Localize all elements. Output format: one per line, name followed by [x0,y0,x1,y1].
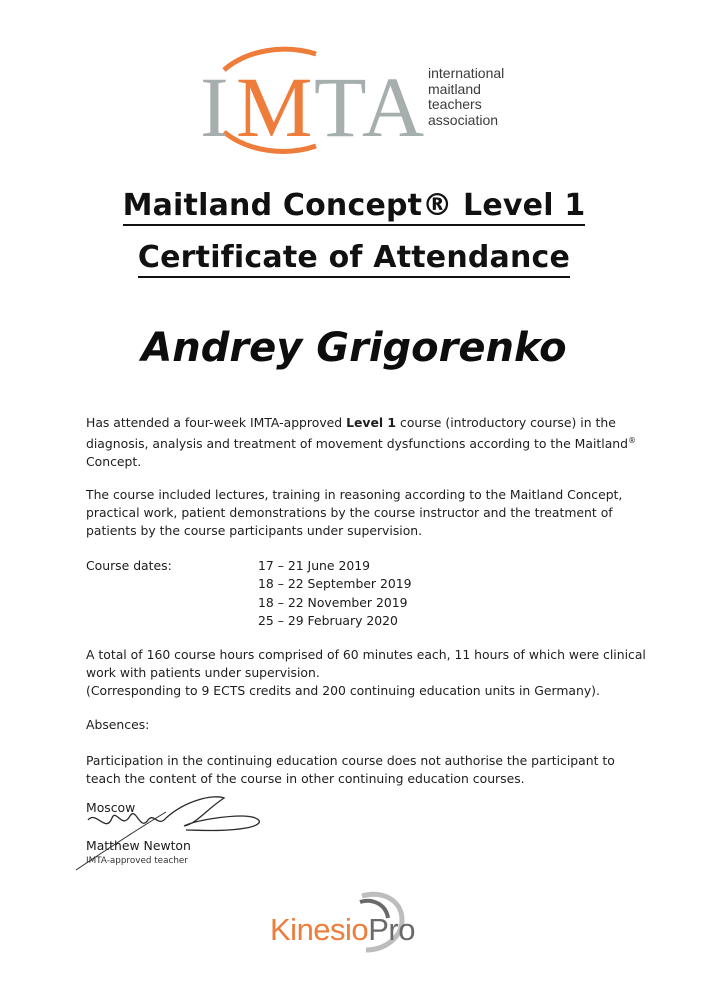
kinesiopro-logo [262,888,462,958]
svg-text:I: I [200,59,225,155]
course-dates-label: Course dates: [86,558,172,573]
level-bold-text: Level 1 [346,415,397,430]
absences-label: Absences: [86,717,150,732]
imta-logo-text [428,66,504,128]
imta-logo-mark [196,40,426,160]
attendance-paragraph: Has attended a four-week IMTA-approved Level 1 course (introductory course) in the diagnosis, analysis and treatment of movement dysfunctions according to the Maitland® Concept. [86,415,637,470]
certificate-title-line-1: Maitland Concept® Level 1 [0,188,708,223]
imta-logo [196,40,516,160]
participant-name: Andrey Grigorenko [141,325,567,371]
svg-text:M: M [236,59,309,155]
logo-line-4: association [428,111,499,128]
kinesiopro-wordmark: KinesioPro [270,912,415,947]
svg-text:T: T [314,59,363,155]
handwritten-signature [46,790,326,880]
logo-line-1: international [428,65,505,81]
signature-city: Moscow [86,800,136,815]
course-date: 25 – 29 February 2020 [258,612,398,628]
logo-line-3: teachers [428,96,482,112]
teaching-disclaimer-paragraph: Participation in the continuing education course does not authorise the participant to teach the content of the course in other continuing education courses. [86,753,615,786]
certificate-title-line-2: Certificate of Attendance [0,240,708,275]
course-date: 18 – 22 September 2019 [258,576,412,592]
course-hours-paragraph: A total of 160 course hours comprised of 60 minutes each, 11 hours of which were clinical work with patients under supervision. (Corresponding to 9 ECTS credits and 200 continuing education units in Germany). [86,647,646,698]
course-date: 17 – 21 June 2019 [258,558,370,573]
logo-line-2: maitland [428,80,481,97]
svg-text:A: A [362,59,421,155]
course-date: 18 – 22 November 2019 [258,594,408,610]
signature-role: IMTA-approved teacher [86,856,188,866]
signature-block [86,800,306,890]
signature-name: Matthew Newton [86,838,191,853]
course-dates-list [258,557,412,630]
course-content-paragraph: The course included lectures, training in reasoning according to the Maitland Concept, practical work, patient demonstrations by the course instructor and the treatment of patients by the course participants under supervision. [86,487,623,538]
